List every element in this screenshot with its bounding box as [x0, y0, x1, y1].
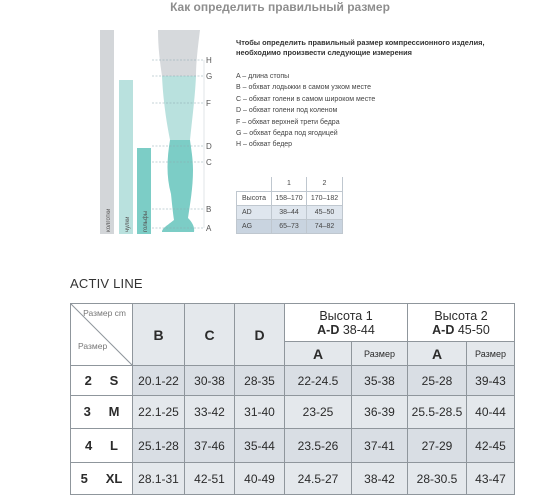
cell-b: 20.1-22 [133, 366, 185, 396]
leg-illustration [100, 28, 220, 242]
measurement-legend [236, 71, 486, 151]
legend-item: G – обхват бедра под ягодицей [236, 130, 338, 138]
size-number: 5 [80, 470, 88, 486]
letter-f: F [206, 99, 211, 108]
group-header-2 [408, 304, 515, 342]
size-row-label [71, 429, 133, 463]
cell: 170–182 [307, 191, 343, 205]
height-table-row [237, 205, 343, 219]
bar-chulki [119, 80, 133, 234]
letter-a: A [206, 224, 212, 233]
size-row-label [71, 396, 133, 429]
leg-upper [158, 30, 200, 76]
size-row-label [71, 366, 133, 396]
group-2-range: 45-50 [457, 322, 490, 337]
bar-kolgotki [100, 30, 114, 234]
cell-size1: 38-42 [352, 463, 408, 495]
cell-b: 25.1-28 [133, 429, 185, 463]
cell-c: 33-42 [185, 396, 235, 429]
size-number: 3 [83, 404, 91, 419]
size-row [71, 396, 515, 429]
legend-item: H – обхват бедер [236, 141, 293, 149]
group-1-range: 38-44 [342, 322, 375, 337]
cell-b: 28.1-31 [133, 463, 185, 495]
row-label: AG [237, 219, 272, 233]
size-table-header-row [71, 304, 515, 342]
cell-size2: 39-43 [467, 366, 515, 396]
sub-header-a1: A [285, 342, 352, 366]
measure-letters [206, 56, 212, 233]
height-table-corner [237, 177, 272, 191]
size-table [70, 303, 515, 495]
size-number: 4 [85, 437, 93, 453]
letter-c: C [206, 158, 212, 167]
cell-c: 37-46 [185, 429, 235, 463]
letter-d: D [206, 142, 212, 151]
cell-a1: 22-24.5 [285, 366, 352, 396]
letter-b: B [206, 205, 212, 214]
height-col-1: 1 [272, 177, 307, 191]
intro-text: Чтобы определить правильный размер компрессионного изделия, необходимо произвести следующие измерения [236, 38, 485, 57]
cell-size1: 36-39 [352, 396, 408, 429]
sub-header-size1: Размер [352, 342, 408, 366]
size-number: 2 [84, 372, 92, 388]
cell: 65–73 [272, 219, 307, 233]
cell: 45–50 [307, 205, 343, 219]
legend-item: C – обхват голени в самом широком месте [236, 95, 376, 103]
size-row [71, 429, 515, 463]
cell: 158–170 [272, 191, 307, 205]
letter-g: G [206, 72, 213, 81]
page-title: Как определить правильный размер [170, 0, 390, 14]
height-table [236, 177, 343, 234]
size-letter: M [108, 404, 120, 419]
cell-d: 40-49 [235, 463, 285, 495]
cell-c: 42-51 [185, 463, 235, 495]
table-corner [71, 304, 133, 366]
cell-d: 31-40 [235, 396, 285, 429]
sub-header-size2: Размер [467, 342, 515, 366]
bar-label-kolgotki: колготки [106, 208, 112, 232]
cell-a2: 28-30.5 [408, 463, 467, 495]
legend-item: A – длина стопы [236, 73, 290, 80]
size-letter: S [109, 372, 119, 388]
cell: 38–44 [272, 205, 307, 219]
group-1-title: Высота 1 [319, 308, 373, 323]
cell-size2: 42-45 [467, 429, 515, 463]
cell-a1: 24.5-27 [285, 463, 352, 495]
bar-label-chulki: чулки [125, 216, 131, 232]
cell-a1: 23-25 [285, 396, 352, 429]
legend-item: D – обхват голени под коленом [236, 107, 338, 115]
cell-c: 30-38 [185, 366, 235, 396]
bar-label-golfy: гольфы [143, 210, 149, 232]
size-letter: L [110, 437, 118, 453]
cell-d: 35-44 [235, 429, 285, 463]
cell-size2: 43-47 [467, 463, 515, 495]
height-table-row [237, 191, 343, 205]
cell-a2: 27-29 [408, 429, 467, 463]
size-row [71, 463, 515, 495]
legend-item: F – обхват верхней трети бедра [236, 118, 340, 126]
section-title: ACTIV LINE [70, 276, 143, 291]
col-header-b: B [133, 304, 185, 366]
cell-a1: 23.5-26 [285, 429, 352, 463]
group-2-title: Высота 2 [434, 308, 488, 323]
leg-calf [162, 140, 194, 232]
group-1-range-label: A-D [317, 322, 340, 337]
measurement-diagram [100, 28, 220, 242]
sub-header-a2: A [408, 342, 467, 366]
size-row [71, 366, 515, 396]
cell-b: 22.1-25 [133, 396, 185, 429]
cell-a2: 25-28 [408, 366, 467, 396]
corner-top-label: Размер cm [83, 308, 126, 318]
height-table-header [237, 177, 343, 191]
row-label: AD [237, 205, 272, 219]
col-header-c: C [185, 304, 235, 366]
cell-size2: 40-44 [467, 396, 515, 429]
cell-size1: 35-38 [352, 366, 408, 396]
cell-d: 28-35 [235, 366, 285, 396]
row-label: Высота [237, 191, 272, 205]
cell-a2: 25.5-28.5 [408, 396, 467, 429]
group-2-range-label: A-D [432, 322, 455, 337]
size-row-label [71, 463, 133, 495]
size-letter: XL [105, 470, 123, 486]
legend-item: B – обхват лодыжки в самом узком месте [236, 84, 372, 92]
corner-bottom-label: Размер [78, 341, 108, 351]
height-table-row [237, 219, 343, 233]
height-col-2: 2 [307, 177, 343, 191]
cell: 74–82 [307, 219, 343, 233]
letter-h: H [206, 56, 212, 65]
col-header-d: D [235, 304, 285, 366]
leg-thigh [162, 76, 196, 140]
group-header-1 [285, 304, 408, 342]
cell-size1: 37-41 [352, 429, 408, 463]
